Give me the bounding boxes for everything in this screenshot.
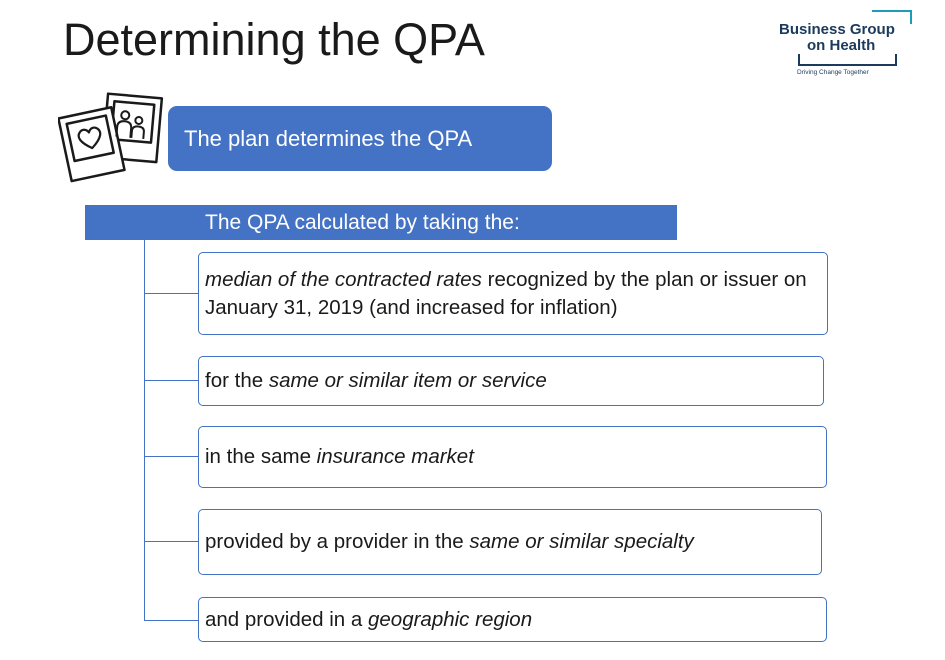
logo-tagline: Driving Change Together xyxy=(797,69,869,76)
criterion-same-item-service xyxy=(198,356,824,406)
tree-branch-4 xyxy=(144,541,199,542)
plan-box xyxy=(168,106,552,171)
tree-connector-line xyxy=(144,240,145,621)
criterion-pre: for the xyxy=(205,369,269,392)
criterion-italic: same or similar specialty xyxy=(469,530,694,553)
qpa-header-text: The QPA calculated by taking the: xyxy=(205,211,520,234)
criterion-text xyxy=(205,443,474,471)
tree-branch-3 xyxy=(144,456,199,457)
criterion-italic: median of the contracted rates xyxy=(205,267,482,291)
logo-line2: on Health xyxy=(807,37,876,54)
slide-title: Determining the QPA xyxy=(63,14,485,65)
plan-box-text: The plan determines the QPA xyxy=(184,125,473,151)
criterion-text xyxy=(205,528,694,556)
criterion-text xyxy=(205,266,827,322)
criterion-italic: same or similar item or service xyxy=(268,369,547,392)
qpa-header-bar xyxy=(85,205,677,240)
criterion-same-specialty xyxy=(198,509,822,575)
criterion-median-contracted-rates xyxy=(198,252,828,335)
tree-branch-2 xyxy=(144,380,199,381)
criterion-italic: insurance market xyxy=(316,445,474,468)
criterion-italic: geographic region xyxy=(367,607,533,631)
criterion-insurance-market xyxy=(198,426,827,488)
criterion-rest: recognized by the plan or issuer on January 31, 2019 (and increased for inflation) xyxy=(205,267,807,319)
business-group-on-health-logo xyxy=(775,8,925,82)
logo-line1: Business Group xyxy=(779,21,895,38)
criterion-text xyxy=(205,367,547,395)
criterion-pre: provided by a provider in the xyxy=(205,530,470,553)
criterion-pre: and provided in a xyxy=(205,607,368,631)
tree-branch-5 xyxy=(144,620,199,621)
criterion-text xyxy=(205,606,532,634)
criterion-geographic-region xyxy=(198,597,827,642)
photos-icon xyxy=(58,90,166,186)
logo-bracket-bottom xyxy=(798,54,897,66)
criterion-pre: in the same xyxy=(205,445,317,468)
tree-branch-1 xyxy=(144,293,199,294)
